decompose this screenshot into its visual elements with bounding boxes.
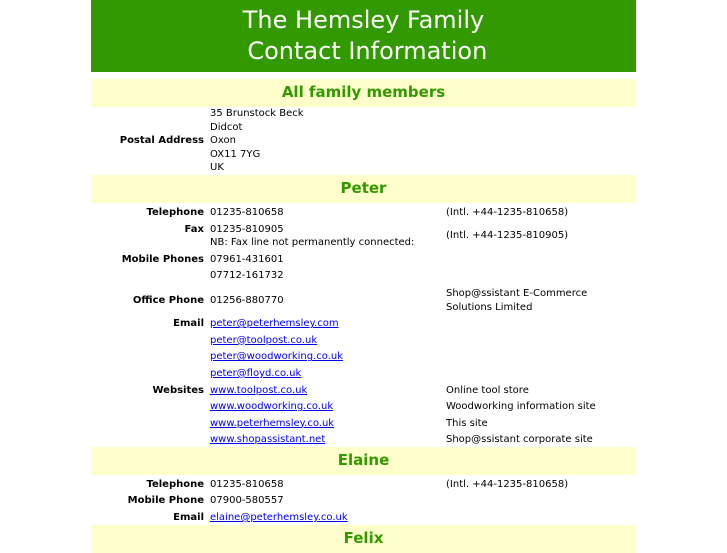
office-phone-note — [443, 287, 636, 314]
fax-note: NB: Fax line not permanently connected: — [210, 237, 415, 249]
peter-email-row-2 — [91, 334, 636, 348]
peter-office-row — [91, 287, 636, 314]
address-line: OX11 7YG — [210, 148, 261, 160]
mobile-phone-value: 07961-431601 — [210, 253, 284, 265]
website-link[interactable]: www.woodworking.co.uk — [210, 401, 334, 413]
section-peter — [91, 175, 636, 203]
email-link[interactable]: peter@woodworking.co.uk — [210, 351, 344, 363]
mobile-phones-label: Mobile Phones — [121, 253, 204, 265]
mobile-phone-label: Mobile Phone — [127, 495, 204, 507]
email-link[interactable]: peter@peterhemsley.com — [210, 318, 339, 330]
address-line: Didcot — [210, 121, 243, 133]
peter-mobile-row-2 — [91, 269, 636, 283]
websites-label: Websites — [152, 384, 204, 396]
postal-address-value — [207, 107, 443, 175]
page-header — [91, 0, 636, 72]
office-note-line: Solutions Limited — [446, 301, 533, 313]
address-line: Oxon — [210, 135, 236, 147]
website-link[interactable]: www.toolpost.co.uk — [210, 384, 308, 396]
telephone-intl: (Intl. +44-1235-810658) — [446, 478, 569, 490]
section-felix — [91, 525, 636, 553]
peter-website-row-2 — [91, 400, 636, 414]
peter-mobile-row — [91, 253, 636, 267]
telephone-label: Telephone — [146, 206, 204, 218]
office-phone-label: Office Phone — [132, 294, 204, 306]
peter-email-row-3 — [91, 350, 636, 364]
telephone-value: 01235-810658 — [210, 206, 284, 218]
section-heading: Elaine — [91, 447, 636, 475]
mobile-phone-value: 07712-161732 — [210, 270, 284, 282]
contacts-table — [91, 79, 636, 553]
email-label: Email — [173, 512, 204, 524]
peter-email-row-4 — [91, 367, 636, 381]
fax-intl: (Intl. +44-1235-810905) — [446, 230, 569, 242]
telephone-value: 01235-810658 — [210, 478, 284, 490]
page-container — [91, 0, 636, 553]
email-link[interactable]: peter@toolpost.co.uk — [210, 334, 318, 346]
office-phone-value: 01256-880770 — [210, 294, 284, 306]
postal-address-label: Postal Address — [119, 135, 204, 147]
email-link[interactable]: elaine@peterhemsley.co.uk — [210, 512, 348, 524]
email-label: Email — [173, 318, 204, 330]
peter-website-row-4 — [91, 433, 636, 447]
website-description: Online tool store — [446, 384, 529, 396]
telephone-intl: (Intl. +44-1235-810658) — [446, 206, 569, 218]
fax-value — [207, 223, 443, 250]
website-description: Shop@ssistant corporate site — [446, 434, 593, 446]
section-heading: Felix — [91, 525, 636, 553]
office-note-line: Shop@ssistant E-Commerce — [446, 287, 588, 299]
elaine-mobile-row — [91, 494, 636, 508]
telephone-label: Telephone — [146, 478, 204, 490]
address-line: 35 Brunstock Beck — [210, 108, 304, 119]
section-heading: Peter — [91, 175, 636, 203]
fax-label: Fax — [184, 223, 204, 235]
peter-email-row — [91, 317, 636, 331]
website-link[interactable]: www.shopassistant.net — [210, 434, 326, 446]
peter-fax-row — [91, 223, 636, 250]
website-description: Woodworking information site — [446, 401, 596, 413]
fax-number: 01235-810905 — [210, 223, 284, 235]
mobile-phone-value: 07900-580557 — [210, 495, 284, 507]
address-line: UK — [210, 162, 224, 174]
website-description: This site — [446, 417, 488, 429]
section-all-family-members — [91, 79, 636, 107]
elaine-telephone-row — [91, 478, 636, 492]
peter-website-row-3 — [91, 417, 636, 431]
section-elaine — [91, 447, 636, 475]
page-title-line-2: Contact Information — [239, 37, 488, 65]
email-link[interactable]: peter@floyd.co.uk — [210, 367, 302, 379]
peter-telephone-row — [91, 206, 636, 220]
postal-address-row — [91, 107, 636, 175]
elaine-email-row — [91, 511, 636, 525]
peter-website-row — [91, 384, 636, 398]
section-heading: All family members — [91, 79, 636, 107]
website-link[interactable]: www.peterhemsley.co.uk — [210, 417, 335, 429]
page-title-line-1: The Hemsley Family — [242, 6, 485, 34]
